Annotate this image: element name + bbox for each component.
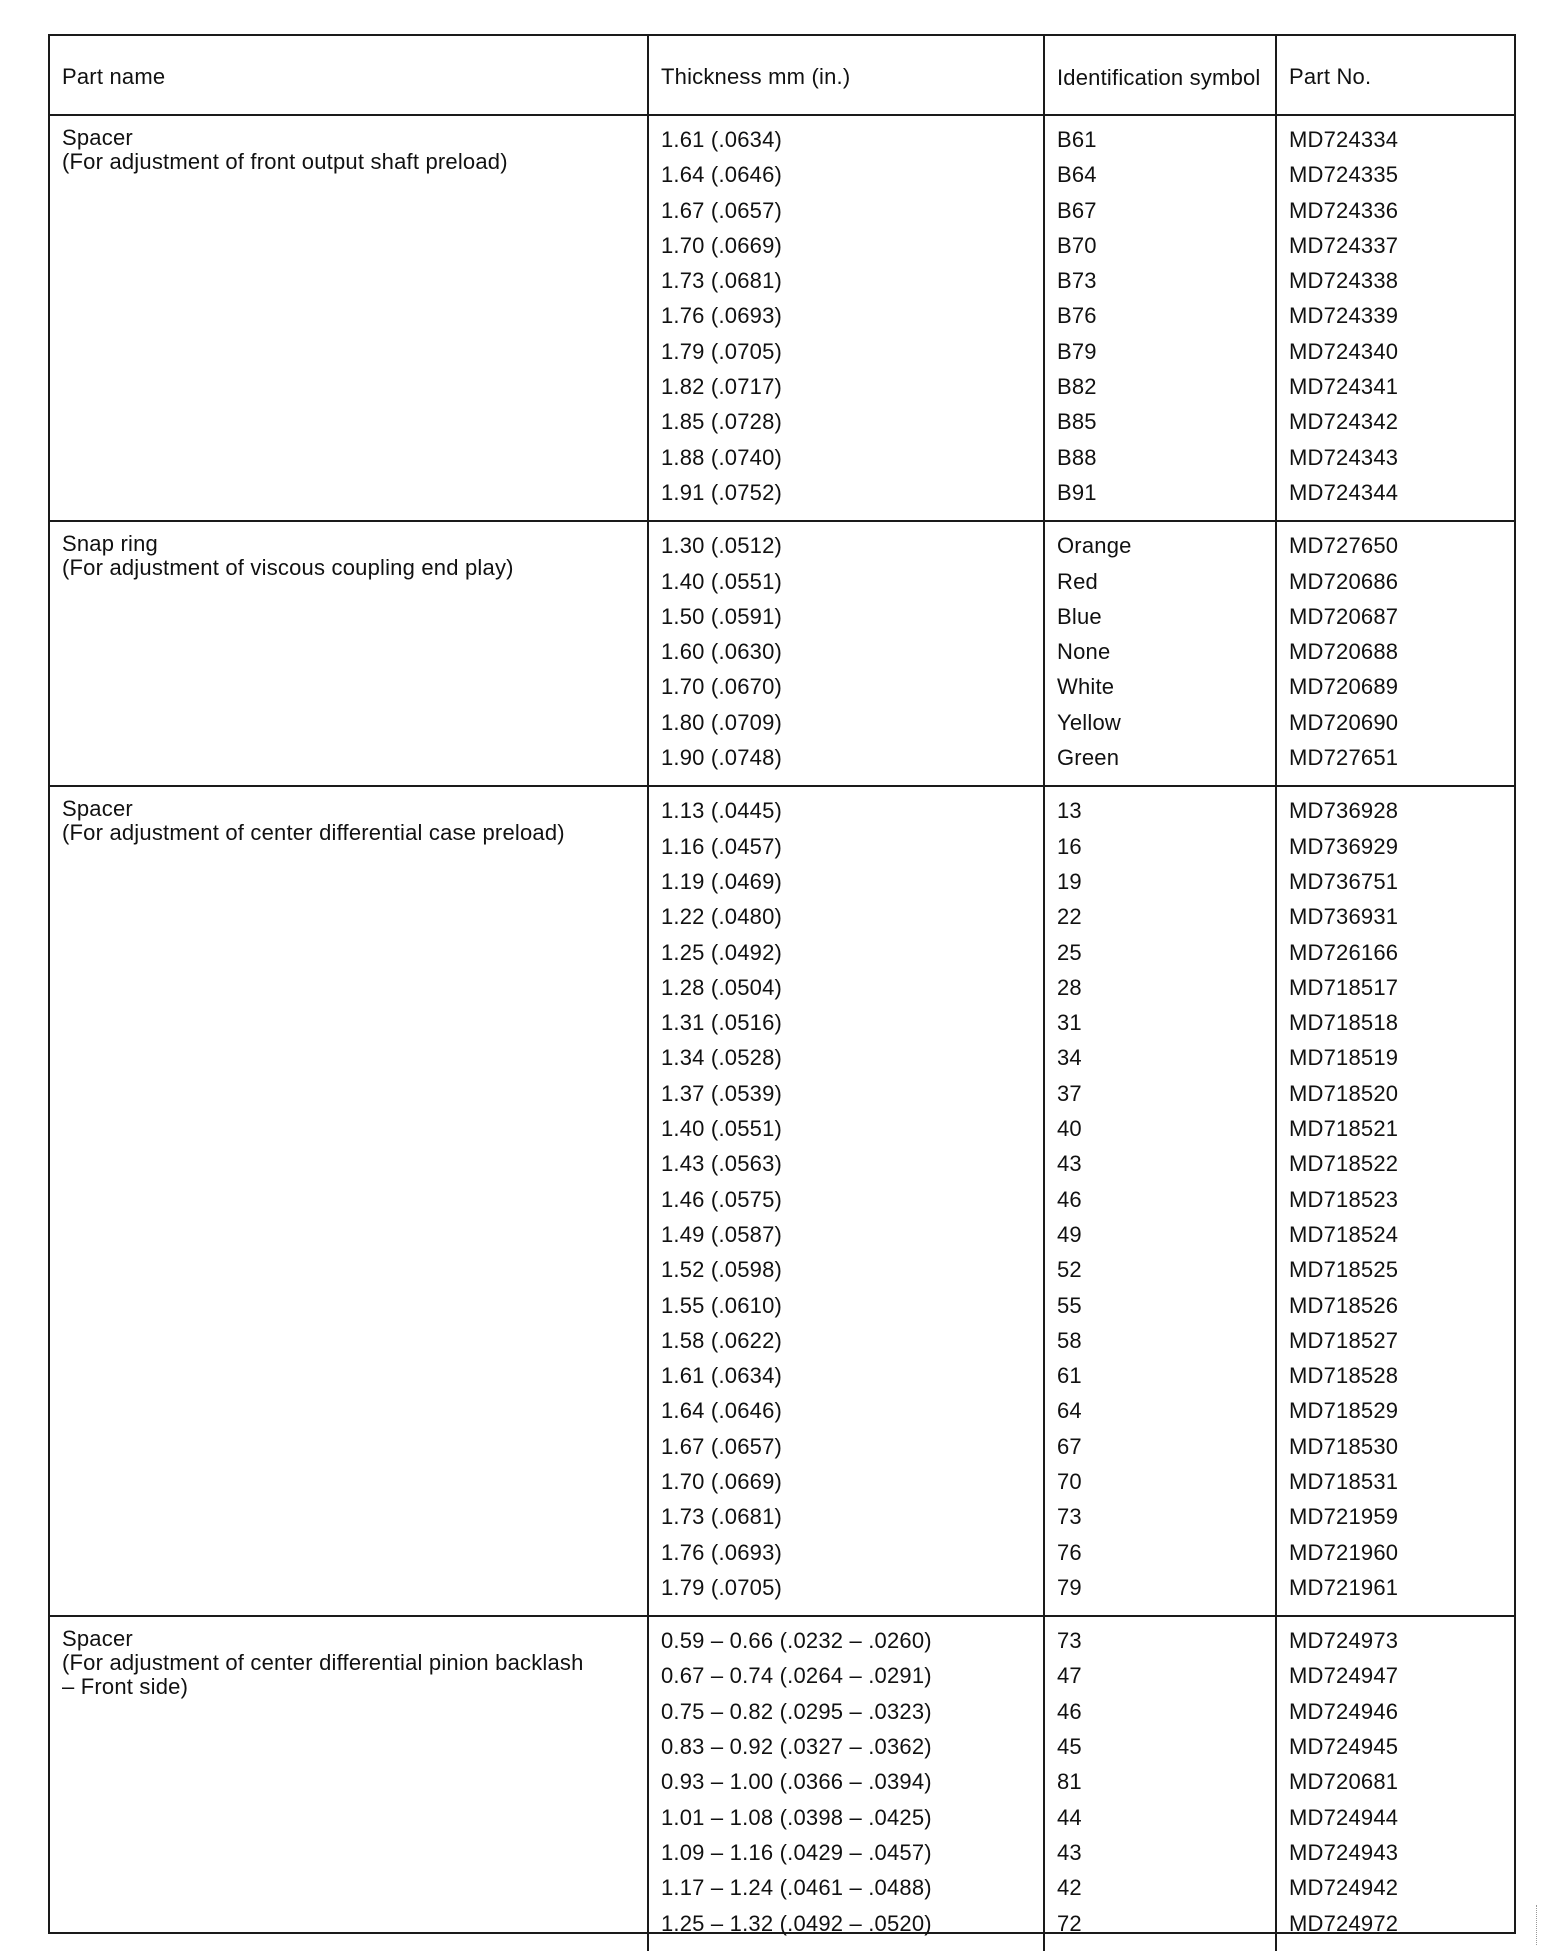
part-name-cell [50,786,648,1616]
identification-symbol: B73 [1057,268,1097,294]
part-number: MD724338 [1289,268,1399,294]
identification-symbol: B82 [1057,374,1097,400]
identification-symbol: 76 [1057,1539,1082,1565]
part-number: MD724335 [1289,162,1399,188]
part-number: MD718522 [1289,1151,1399,1177]
part-number: MD724945 [1289,1734,1399,1760]
part-group [50,786,1514,1616]
identification-symbol: B79 [1057,338,1097,364]
part-group [50,115,1514,521]
part-number: MD727651 [1289,745,1399,771]
header-identification-symbol: Identification symbol [1044,36,1276,115]
part-number: MD724340 [1289,338,1399,364]
part-description: (For adjustment of center differential pinion backlash – Front side) [62,1650,584,1700]
thickness-value: 1.40 (.0551) [661,568,783,594]
part-number: MD720690 [1289,709,1399,735]
identification-symbol: 42 [1057,1875,1082,1901]
identification-symbol: 73 [1057,1628,1082,1654]
thickness-value: 1.67 (.0657) [661,197,783,223]
part-number: MD724334 [1289,127,1399,152]
identification-symbol-cell [1044,786,1276,1616]
thickness-value: 1.46 (.0575) [661,1186,783,1212]
part-number: MD718529 [1289,1398,1399,1424]
thickness-value: 0.67 – 0.74 (.0264 – .0291) [661,1663,932,1689]
table-row [50,1616,1514,1951]
part-name-cell [50,115,648,521]
identification-symbol: 13 [1057,798,1082,824]
thickness-value: 1.58 (.0622) [661,1327,783,1353]
thickness-value: 1.43 (.0563) [661,1151,783,1177]
part-number: MD736929 [1289,833,1399,859]
identification-symbol: Orange [1057,533,1132,559]
thickness-value: 1.80 (.0709) [661,709,783,735]
identification-symbol: 46 [1057,1698,1082,1724]
part-number: MD718520 [1289,1080,1399,1106]
part-number: MD724339 [1289,303,1399,329]
identification-symbol: 46 [1057,1186,1082,1212]
identification-symbol: 79 [1057,1574,1082,1600]
thickness-value: 1.13 (.0445) [661,798,783,824]
thickness-value-cell [648,786,1044,1616]
part-number: MD720687 [1289,603,1399,629]
identification-symbol: White [1057,674,1115,700]
part-number: MD724942 [1289,1875,1399,1901]
identification-symbol: 61 [1057,1363,1082,1389]
part-description: (For adjustment of front output shaft preload) [62,149,508,174]
part-number: MD726166 [1289,939,1399,965]
thickness-value: 1.19 (.0469) [661,868,783,894]
thickness-value: 1.70 (.0669) [661,232,783,258]
identification-symbol: 34 [1057,1045,1082,1071]
part-number: MD718521 [1289,1116,1399,1142]
identification-symbol: 16 [1057,833,1082,859]
identification-symbol: 67 [1057,1433,1082,1459]
part-number: MD727650 [1289,533,1399,559]
identification-symbol: 72 [1057,1910,1082,1936]
part-number: MD720686 [1289,568,1399,594]
thickness-value: 1.79 (.0705) [661,1574,783,1600]
thickness-value: 1.25 (.0492) [661,939,783,965]
thickness-value: 1.28 (.0504) [661,974,783,1000]
thickness-value: 1.85 (.0728) [661,409,783,435]
identification-symbol: Green [1057,745,1120,771]
part-number: MD724946 [1289,1698,1399,1724]
identification-symbol: 22 [1057,904,1082,930]
identification-symbol: B70 [1057,232,1097,258]
identification-symbol: None [1057,639,1111,665]
thickness-value: 1.30 (.0512) [661,533,783,559]
thickness-value: 0.59 – 0.66 (.0232 – .0260) [661,1628,932,1654]
thickness-value: 1.76 (.0693) [661,1539,783,1565]
parts-table [50,36,1514,1951]
table-row [50,521,1514,786]
part-number: MD718524 [1289,1221,1399,1247]
identification-symbol: 43 [1057,1839,1082,1865]
part-name: Spacer [62,796,133,822]
part-number: MD724943 [1289,1839,1399,1865]
part-number: MD720688 [1289,639,1399,665]
part-number: MD724947 [1289,1663,1399,1689]
part-number-cell [1276,115,1514,521]
header-thickness: Thickness mm (in.) [648,36,1044,115]
part-number: MD718527 [1289,1327,1399,1353]
thickness-value: 1.64 (.0646) [661,162,783,188]
part-name: Spacer [62,1626,133,1652]
part-number: MD718531 [1289,1468,1399,1494]
thickness-value: 1.01 – 1.08 (.0398 – .0425) [661,1804,932,1830]
thickness-value: 1.50 (.0591) [661,603,783,629]
header-part-name: Part name [50,36,648,115]
part-name-cell [50,521,648,786]
part-number: MD718525 [1289,1257,1399,1283]
part-name: Snap ring [62,531,158,557]
part-name-cell [50,1616,648,1951]
identification-symbol: B91 [1057,479,1097,505]
thickness-value: 1.31 (.0516) [661,1010,783,1036]
part-description: (For adjustment of center differential case preload) [62,820,565,846]
thickness-value: 1.16 (.0457) [661,833,783,859]
identification-symbol: B85 [1057,409,1097,435]
identification-symbol: B64 [1057,162,1097,188]
identification-symbol: 58 [1057,1327,1082,1353]
part-number: MD720689 [1289,674,1399,700]
identification-symbol: 70 [1057,1468,1082,1494]
thickness-value: 1.22 (.0480) [661,904,783,930]
identification-symbol-cell [1044,1616,1276,1951]
thickness-value: 1.40 (.0551) [661,1116,783,1142]
part-group [50,521,1514,786]
identification-symbol: B76 [1057,303,1097,329]
table-row [50,786,1514,1616]
thickness-value: 1.52 (.0598) [661,1257,783,1283]
part-number: MD721961 [1289,1574,1399,1600]
identification-symbol: 25 [1057,939,1082,965]
thickness-value: 1.61 (.0634) [661,1363,783,1389]
identification-symbol-cell [1044,521,1276,786]
identification-symbol: 47 [1057,1663,1082,1689]
part-number: MD721959 [1289,1504,1399,1530]
identification-symbol: B61 [1057,127,1097,152]
thickness-value: 1.64 (.0646) [661,1398,783,1424]
identification-symbol: 28 [1057,974,1082,1000]
thickness-value: 1.60 (.0630) [661,639,783,665]
thickness-value: 1.79 (.0705) [661,338,783,364]
identification-symbol: Yellow [1057,709,1121,735]
identification-symbol: B88 [1057,444,1097,470]
thickness-value: 1.61 (.0634) [661,127,783,152]
identification-symbol: Red [1057,568,1098,594]
thickness-value: 1.73 (.0681) [661,268,783,294]
identification-symbol: 73 [1057,1504,1082,1530]
thickness-value: 1.34 (.0528) [661,1045,783,1071]
header-row [50,36,1514,115]
thickness-value: 1.90 (.0748) [661,745,783,771]
part-number: MD720681 [1289,1769,1399,1795]
part-number: MD724342 [1289,409,1399,435]
part-description: (For adjustment of viscous coupling end play) [62,555,514,581]
thickness-value: 1.17 – 1.24 (.0461 – .0488) [661,1875,932,1901]
part-number: MD724973 [1289,1628,1399,1654]
part-number: MD736928 [1289,798,1399,824]
thickness-value: 1.25 – 1.32 (.0492 – .0520) [661,1910,932,1936]
part-number: MD736751 [1289,868,1399,894]
part-number: MD736931 [1289,904,1399,930]
identification-symbol: 64 [1057,1398,1082,1424]
identification-symbol: 19 [1057,868,1082,894]
thickness-value: 0.93 – 1.00 (.0366 – .0394) [661,1769,932,1795]
identification-symbol: 55 [1057,1292,1082,1318]
identification-symbol: 43 [1057,1151,1082,1177]
part-number-cell [1276,786,1514,1616]
thickness-value: 0.75 – 0.82 (.0295 – .0323) [661,1698,932,1724]
identification-symbol: 81 [1057,1769,1082,1795]
identification-symbol-cell [1044,115,1276,521]
part-number: MD724337 [1289,232,1399,258]
part-number: MD718518 [1289,1010,1399,1036]
thickness-value: 1.73 (.0681) [661,1504,783,1530]
identification-symbol: 37 [1057,1080,1082,1106]
margin-mark [1536,1905,1539,1945]
thickness-value: 1.88 (.0740) [661,444,783,470]
part-number: MD724343 [1289,444,1399,470]
part-number: MD718519 [1289,1045,1399,1071]
part-number: MD724972 [1289,1910,1399,1936]
part-number: MD718530 [1289,1433,1399,1459]
part-number: MD724336 [1289,197,1399,223]
thickness-value-cell [648,115,1044,521]
part-number: MD724341 [1289,374,1399,400]
part-number-cell [1276,521,1514,786]
thickness-value: 1.37 (.0539) [661,1080,783,1106]
identification-symbol: 44 [1057,1804,1082,1830]
thickness-value: 1.82 (.0717) [661,374,783,400]
part-number-cell [1276,1616,1514,1951]
identification-symbol: B67 [1057,197,1097,223]
table-row [50,115,1514,521]
header-part-no: Part No. [1276,36,1514,115]
part-name: Spacer [62,125,133,150]
parts-table-sheet [48,34,1516,1934]
thickness-value-cell [648,521,1044,786]
thickness-value: 1.09 – 1.16 (.0429 – .0457) [661,1839,932,1865]
part-number: MD724944 [1289,1804,1399,1830]
thickness-value: 1.67 (.0657) [661,1433,783,1459]
identification-symbol: 45 [1057,1734,1082,1760]
part-number: MD724344 [1289,479,1399,505]
thickness-value: 1.91 (.0752) [661,479,783,505]
thickness-value: 0.83 – 0.92 (.0327 – .0362) [661,1734,932,1760]
part-number: MD718528 [1289,1363,1399,1389]
identification-symbol: 49 [1057,1221,1082,1247]
part-number: MD718523 [1289,1186,1399,1212]
identification-symbol: 52 [1057,1257,1082,1283]
part-number: MD718526 [1289,1292,1399,1318]
thickness-value: 1.70 (.0670) [661,674,783,700]
part-group [50,1616,1514,1951]
thickness-value: 1.49 (.0587) [661,1221,783,1247]
identification-symbol: 31 [1057,1010,1082,1036]
part-number: MD718517 [1289,974,1399,1000]
thickness-value: 1.76 (.0693) [661,303,783,329]
thickness-value: 1.55 (.0610) [661,1292,783,1318]
thickness-value: 1.70 (.0669) [661,1468,783,1494]
identification-symbol: 40 [1057,1116,1082,1142]
identification-symbol: Blue [1057,603,1102,629]
thickness-value-cell [648,1616,1044,1951]
part-number: MD721960 [1289,1539,1399,1565]
